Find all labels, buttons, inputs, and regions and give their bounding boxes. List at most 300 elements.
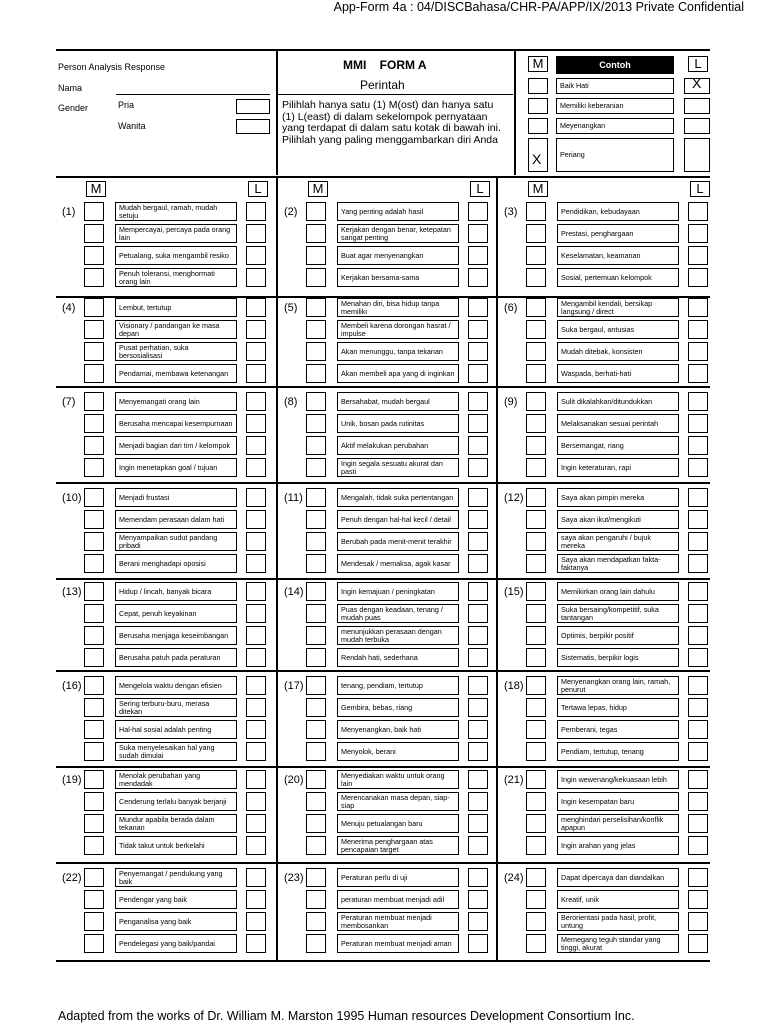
statement-item: Menuju petualangan baru [337,814,459,833]
most-checkbox[interactable] [306,836,326,855]
least-checkbox[interactable] [688,742,708,761]
most-checkbox[interactable] [84,676,104,695]
most-checkbox[interactable] [306,414,326,433]
most-checkbox[interactable] [84,414,104,433]
statement-item: Saya akan ikut/mengikuti [557,510,679,529]
statement-item: Pendiam, tertutup, tenang [557,742,679,761]
statement-item: Yang penting adalah hasil [337,202,459,221]
question-number: (2) [284,206,298,218]
least-checkbox[interactable] [688,770,708,789]
most-checkbox[interactable] [306,298,326,317]
most-checkbox[interactable] [306,676,326,695]
statement-item: Ingin keteraturan, rapi [557,458,679,477]
least-checkbox[interactable] [468,436,488,455]
question-number: (5) [284,302,298,314]
most-checkbox[interactable] [84,532,104,551]
most-checkbox[interactable] [526,836,546,855]
most-checkbox[interactable] [84,582,104,601]
least-checkbox[interactable] [468,458,488,477]
question-number: (9) [504,396,518,408]
most-checkbox[interactable] [306,890,326,909]
statement-item: saya akan pengaruhi / bujuk mereka [557,532,679,551]
least-checkbox[interactable] [246,532,266,551]
least-checkbox[interactable] [468,912,488,931]
least-checkbox[interactable] [246,320,266,339]
most-checkbox[interactable] [306,268,326,287]
statement-item: Hidup / lincah, banyak bicara [115,582,237,601]
least-checkbox[interactable] [688,836,708,855]
example-item: Memiliki keberanian [556,98,674,114]
column-m-header: M [528,181,548,197]
least-checkbox[interactable] [688,392,708,411]
statement-item: Prestasi, penghargaan [557,224,679,243]
statement-item: Cepat, penuh keyakinan [115,604,237,623]
most-checkbox[interactable] [306,814,326,833]
least-checkbox[interactable] [468,742,488,761]
statement-item: Memegang teguh standar yang tinggi, akurat [557,934,679,953]
question-number: (23) [284,872,304,884]
most-checkbox[interactable] [526,246,546,265]
least-checkbox[interactable] [688,792,708,811]
most-checkbox[interactable] [526,202,546,221]
most-checkbox[interactable] [84,202,104,221]
least-checkbox[interactable] [468,268,488,287]
example-m-box [528,78,548,94]
most-checkbox[interactable] [306,698,326,717]
statement-item: Berorientasi pada hasil, profit, untung [557,912,679,931]
most-checkbox[interactable] [84,604,104,623]
question-number: (17) [284,680,304,692]
most-checkbox[interactable] [526,720,546,739]
most-checkbox[interactable] [84,510,104,529]
most-checkbox[interactable] [84,836,104,855]
statement-item: Ingin arahan yang jelas [557,836,679,855]
least-checkbox[interactable] [246,202,266,221]
most-checkbox[interactable] [526,510,546,529]
most-checkbox[interactable] [306,436,326,455]
statement-item: tenang, pendiam, tertutup [337,676,459,695]
most-checkbox[interactable] [84,626,104,645]
statement-item: Menerima penghargaan atas pencapaian target [337,836,459,855]
most-checkbox[interactable] [526,676,546,695]
least-checkbox[interactable] [688,532,708,551]
least-checkbox[interactable] [468,626,488,645]
statement-item: Melaksanakan sesuai perintah [557,414,679,433]
most-checkbox[interactable] [306,770,326,789]
most-checkbox[interactable] [526,934,546,953]
least-checkbox[interactable] [246,582,266,601]
most-checkbox[interactable] [526,770,546,789]
most-checkbox[interactable] [84,298,104,317]
statement-item: Dapat dipercaya dan diandalkan [557,868,679,887]
column-divider [496,176,498,960]
statement-item: Cenderung terlalu banyak berjanji [115,792,237,811]
statement-item: Berani menghadapi oposisi [115,554,237,573]
column-m-header: M [308,181,328,197]
most-checkbox[interactable] [306,792,326,811]
question-number: (18) [504,680,524,692]
least-checkbox[interactable] [246,342,266,361]
statement-item: Ingin kesempatan baru [557,792,679,811]
most-checkbox[interactable] [84,320,104,339]
most-checkbox[interactable] [84,342,104,361]
most-checkbox[interactable] [526,698,546,717]
most-checkbox[interactable] [526,742,546,761]
least-checkbox[interactable] [246,268,266,287]
most-checkbox[interactable] [84,792,104,811]
gender-option-wanita: Wanita [118,121,146,131]
most-checkbox[interactable] [84,554,104,573]
most-checkbox[interactable] [306,202,326,221]
subtitle-divider [278,94,513,95]
least-checkbox[interactable] [688,912,708,931]
statement-item: Sulit dikalahkan/ditundukkan [557,392,679,411]
statement-item: Penuh dengan hal-hal kecil / detail [337,510,459,529]
least-checkbox[interactable] [246,298,266,317]
most-checkbox[interactable] [526,648,546,667]
most-checkbox[interactable] [526,298,546,317]
statement-item: Menahan diri, bisa hidup tanpa memiliki [337,298,459,317]
statement-item: Peraturan membuat menjadi membosankan [337,912,459,931]
most-checkbox[interactable] [84,770,104,789]
least-checkbox[interactable] [468,298,488,317]
statement-item: Hal-hal sosial adalah penting [115,720,237,739]
statement-item: Pemberani, tegas [557,720,679,739]
least-checkbox[interactable] [246,770,266,789]
example-item: Meyenangkan [556,118,674,134]
least-checkbox[interactable] [246,720,266,739]
least-checkbox[interactable] [246,934,266,953]
statement-item: Ingin wewenang/kekuasaan lebih [557,770,679,789]
statement-item: Peraturan perlu di uji [337,868,459,887]
most-checkbox[interactable] [306,934,326,953]
statement-item: Berusaha mencapai kesempurnaan [115,414,237,433]
statement-item: Optimis, berpikir positif [557,626,679,645]
least-checkbox[interactable] [468,488,488,507]
header-divider-right [514,49,516,175]
example-m-box [528,98,548,114]
least-checkbox[interactable] [246,868,266,887]
least-checkbox[interactable] [246,224,266,243]
most-checkbox[interactable] [84,868,104,887]
least-checkbox[interactable] [468,868,488,887]
most-checkbox[interactable] [84,912,104,931]
least-checkbox[interactable] [688,436,708,455]
example-m-header: M [528,56,548,72]
least-checkbox[interactable] [468,224,488,243]
most-checkbox[interactable] [526,604,546,623]
least-checkbox[interactable] [688,814,708,833]
most-checkbox[interactable] [84,648,104,667]
statement-item: Kreatif, unik [557,890,679,909]
least-checkbox[interactable] [246,836,266,855]
most-checkbox[interactable] [306,392,326,411]
least-checkbox[interactable] [688,934,708,953]
example-item: Baik Hati [556,78,674,94]
least-checkbox[interactable] [468,648,488,667]
most-checkbox[interactable] [526,792,546,811]
least-checkbox[interactable] [468,554,488,573]
least-checkbox[interactable] [468,532,488,551]
most-checkbox[interactable] [526,554,546,573]
least-checkbox[interactable] [468,582,488,601]
most-checkbox[interactable] [526,224,546,243]
statement-item: Menyenangkan, baik hati [337,720,459,739]
least-checkbox[interactable] [688,458,708,477]
statement-item: Mengambil kendali, bersikap langsung / direct [557,298,679,317]
least-checkbox[interactable] [468,814,488,833]
most-checkbox[interactable] [526,626,546,645]
statement-item: Aktif melakukan perubahan [337,436,459,455]
statement-item: Berusaha menjaga keseimbangan [115,626,237,645]
statement-item: Berusaha patuh pada peraturan [115,648,237,667]
most-checkbox[interactable] [306,554,326,573]
most-checkbox[interactable] [526,868,546,887]
least-checkbox[interactable] [468,770,488,789]
most-checkbox[interactable] [306,582,326,601]
least-checkbox[interactable] [468,342,488,361]
least-checkbox[interactable] [246,626,266,645]
most-checkbox[interactable] [84,224,104,243]
most-checkbox[interactable] [526,488,546,507]
least-checkbox[interactable] [688,720,708,739]
least-checkbox[interactable] [468,414,488,433]
statement-item: Akan menunggu, tanpa tekanan [337,342,459,361]
section-divider [56,482,710,484]
least-checkbox[interactable] [688,268,708,287]
most-checkbox[interactable] [84,436,104,455]
statement-item: Suka bersaing/kompetitif, suka tantangan [557,604,679,623]
statement-item: Akan membeli apa yang di inginkan [337,364,459,383]
least-checkbox[interactable] [246,912,266,931]
most-checkbox[interactable] [526,532,546,551]
least-checkbox[interactable] [688,648,708,667]
most-checkbox[interactable] [306,912,326,931]
most-checkbox[interactable] [306,720,326,739]
least-checkbox[interactable] [246,392,266,411]
question-number: (24) [504,872,524,884]
least-checkbox[interactable] [246,436,266,455]
most-checkbox[interactable] [526,458,546,477]
statement-item: Memendam perasaan dalam hati [115,510,237,529]
question-number: (22) [62,872,82,884]
most-checkbox[interactable] [526,912,546,931]
name-field[interactable] [116,94,270,95]
statement-item: Lembut, tertutup [115,298,237,317]
least-checkbox[interactable] [246,676,266,695]
least-checkbox[interactable] [688,414,708,433]
most-checkbox[interactable] [306,648,326,667]
least-checkbox[interactable] [468,676,488,695]
most-checkbox[interactable] [526,414,546,433]
least-checkbox[interactable] [246,414,266,433]
least-checkbox[interactable] [246,488,266,507]
least-checkbox[interactable] [468,246,488,265]
question-number: (20) [284,774,304,786]
least-checkbox[interactable] [246,364,266,383]
statement-item: Menyemangati orang lain [115,392,237,411]
most-checkbox[interactable] [306,320,326,339]
least-checkbox[interactable] [688,364,708,383]
least-checkbox[interactable] [468,320,488,339]
most-checkbox[interactable] [306,458,326,477]
least-checkbox[interactable] [468,890,488,909]
statement-item: Mengalah, tidak suka pertentangan [337,488,459,507]
statement-item: Mundur apabila berada dalam tekanan [115,814,237,833]
most-checkbox[interactable] [526,582,546,601]
least-checkbox[interactable] [688,868,708,887]
least-checkbox[interactable] [468,604,488,623]
least-checkbox[interactable] [688,224,708,243]
example-item: Periang [556,138,674,172]
least-checkbox[interactable] [688,554,708,573]
most-checkbox[interactable] [84,934,104,953]
least-checkbox[interactable] [246,246,266,265]
least-checkbox[interactable] [246,890,266,909]
least-checkbox[interactable] [468,934,488,953]
most-checkbox[interactable] [526,814,546,833]
least-checkbox[interactable] [246,698,266,717]
statement-item: Penyemangat / pendukung yang baik [115,868,237,887]
gender-wanita-checkbox[interactable] [236,119,270,134]
header-divider-left [276,49,278,175]
least-checkbox[interactable] [246,648,266,667]
most-checkbox[interactable] [84,698,104,717]
statement-item: Kerjakan dengan benar, ketepatan sangat penting [337,224,459,243]
most-checkbox[interactable] [526,436,546,455]
statement-item: Puas dengan keadaan, tenang / mudah puas [337,604,459,623]
least-checkbox[interactable] [246,510,266,529]
most-checkbox[interactable] [526,364,546,383]
most-checkbox[interactable] [84,246,104,265]
question-number: (16) [62,680,82,692]
most-checkbox[interactable] [306,742,326,761]
question-number: (11) [284,492,303,504]
statement-item: Penuh toleransi, menghormati orang lain [115,268,237,287]
statement-item: Unik, bosan pada rutinitas [337,414,459,433]
least-checkbox[interactable] [688,298,708,317]
least-checkbox[interactable] [688,320,708,339]
most-checkbox[interactable] [84,814,104,833]
least-checkbox[interactable] [688,342,708,361]
most-checkbox[interactable] [84,488,104,507]
least-checkbox[interactable] [688,626,708,645]
least-checkbox[interactable] [468,364,488,383]
question-number: (8) [284,396,298,408]
most-checkbox[interactable] [526,320,546,339]
least-checkbox[interactable] [688,510,708,529]
document-id: App-Form 4a : 04/DISCBahasa/CHR-PA/APP/IX/2013 Private Confidential [333,0,744,14]
most-checkbox[interactable] [84,268,104,287]
least-checkbox[interactable] [246,792,266,811]
most-checkbox[interactable] [84,364,104,383]
least-checkbox[interactable] [688,582,708,601]
most-checkbox[interactable] [306,224,326,243]
most-checkbox[interactable] [526,268,546,287]
question-number: (12) [504,492,524,504]
least-checkbox[interactable] [468,836,488,855]
most-checkbox[interactable] [84,458,104,477]
statement-item: Keselamatan, keamanan [557,246,679,265]
question-number: (3) [504,206,518,218]
least-checkbox[interactable] [468,202,488,221]
example-l-box [684,118,710,134]
most-checkbox[interactable] [306,604,326,623]
section-divider [56,766,710,768]
example-l-box [684,98,710,114]
most-checkbox[interactable] [306,488,326,507]
most-checkbox[interactable] [306,868,326,887]
least-checkbox[interactable] [688,488,708,507]
least-checkbox[interactable] [246,458,266,477]
gender-option-pria: Pria [118,100,135,110]
statement-item: Suka menyelesaikan hal yang sudah dimulai [115,742,237,761]
most-checkbox[interactable] [306,246,326,265]
least-checkbox[interactable] [688,202,708,221]
statement-item: Menolak perubahan yang mendadak [115,770,237,789]
most-checkbox[interactable] [84,720,104,739]
statement-item: Menyampaikan sudut pandang pribadi [115,532,237,551]
statement-item: Mengelola waktu dengan efisien [115,676,237,695]
most-checkbox[interactable] [526,890,546,909]
statement-item: Berubah pada menit-menit terakhir [337,532,459,551]
statement-item: Penganalisa yang baik [115,912,237,931]
least-checkbox[interactable] [468,392,488,411]
most-checkbox[interactable] [306,532,326,551]
statement-item: Bersemangat, riang [557,436,679,455]
footer-credit: Adapted from the works of Dr. William M. Marston 1995 Human resources Development Consortium Inc. [58,1009,635,1023]
least-checkbox[interactable] [688,246,708,265]
gender-pria-checkbox[interactable] [236,99,270,114]
statement-item: Pendengar yang baik [115,890,237,909]
statement-item: Sistematis, berpikir logis [557,648,679,667]
most-checkbox[interactable] [84,890,104,909]
least-checkbox[interactable] [246,604,266,623]
least-checkbox[interactable] [688,890,708,909]
least-checkbox[interactable] [468,510,488,529]
statement-item: Menyediakan waktu untuk orang lain [337,770,459,789]
section-divider [56,862,710,864]
least-checkbox[interactable] [246,814,266,833]
least-checkbox[interactable] [688,676,708,695]
least-checkbox[interactable] [688,604,708,623]
example-l-header: L [688,56,708,72]
least-checkbox[interactable] [688,698,708,717]
least-checkbox[interactable] [468,720,488,739]
statement-item: Tertawa lepas, hidup [557,698,679,717]
most-checkbox[interactable] [526,342,546,361]
most-checkbox[interactable] [306,364,326,383]
statement-item: Merencanakan masa depan, siap-siap [337,792,459,811]
most-checkbox[interactable] [306,510,326,529]
least-checkbox[interactable] [246,742,266,761]
column-l-header: L [248,181,268,197]
statement-item: menunjukkan perasaan dengan mudah terbuka [337,626,459,645]
least-checkbox[interactable] [246,554,266,573]
statement-item: Gembira, bebas, riang [337,698,459,717]
most-checkbox[interactable] [84,742,104,761]
least-checkbox[interactable] [468,792,488,811]
statement-item: Pendidikan, kebudayaan [557,202,679,221]
section-divider [56,960,710,962]
statement-item: Tidak takut untuk berkelahi [115,836,237,855]
most-checkbox[interactable] [306,342,326,361]
most-checkbox[interactable] [306,626,326,645]
most-checkbox[interactable] [526,392,546,411]
example-l-mark: X [692,75,702,91]
most-checkbox[interactable] [84,392,104,411]
least-checkbox[interactable] [468,698,488,717]
